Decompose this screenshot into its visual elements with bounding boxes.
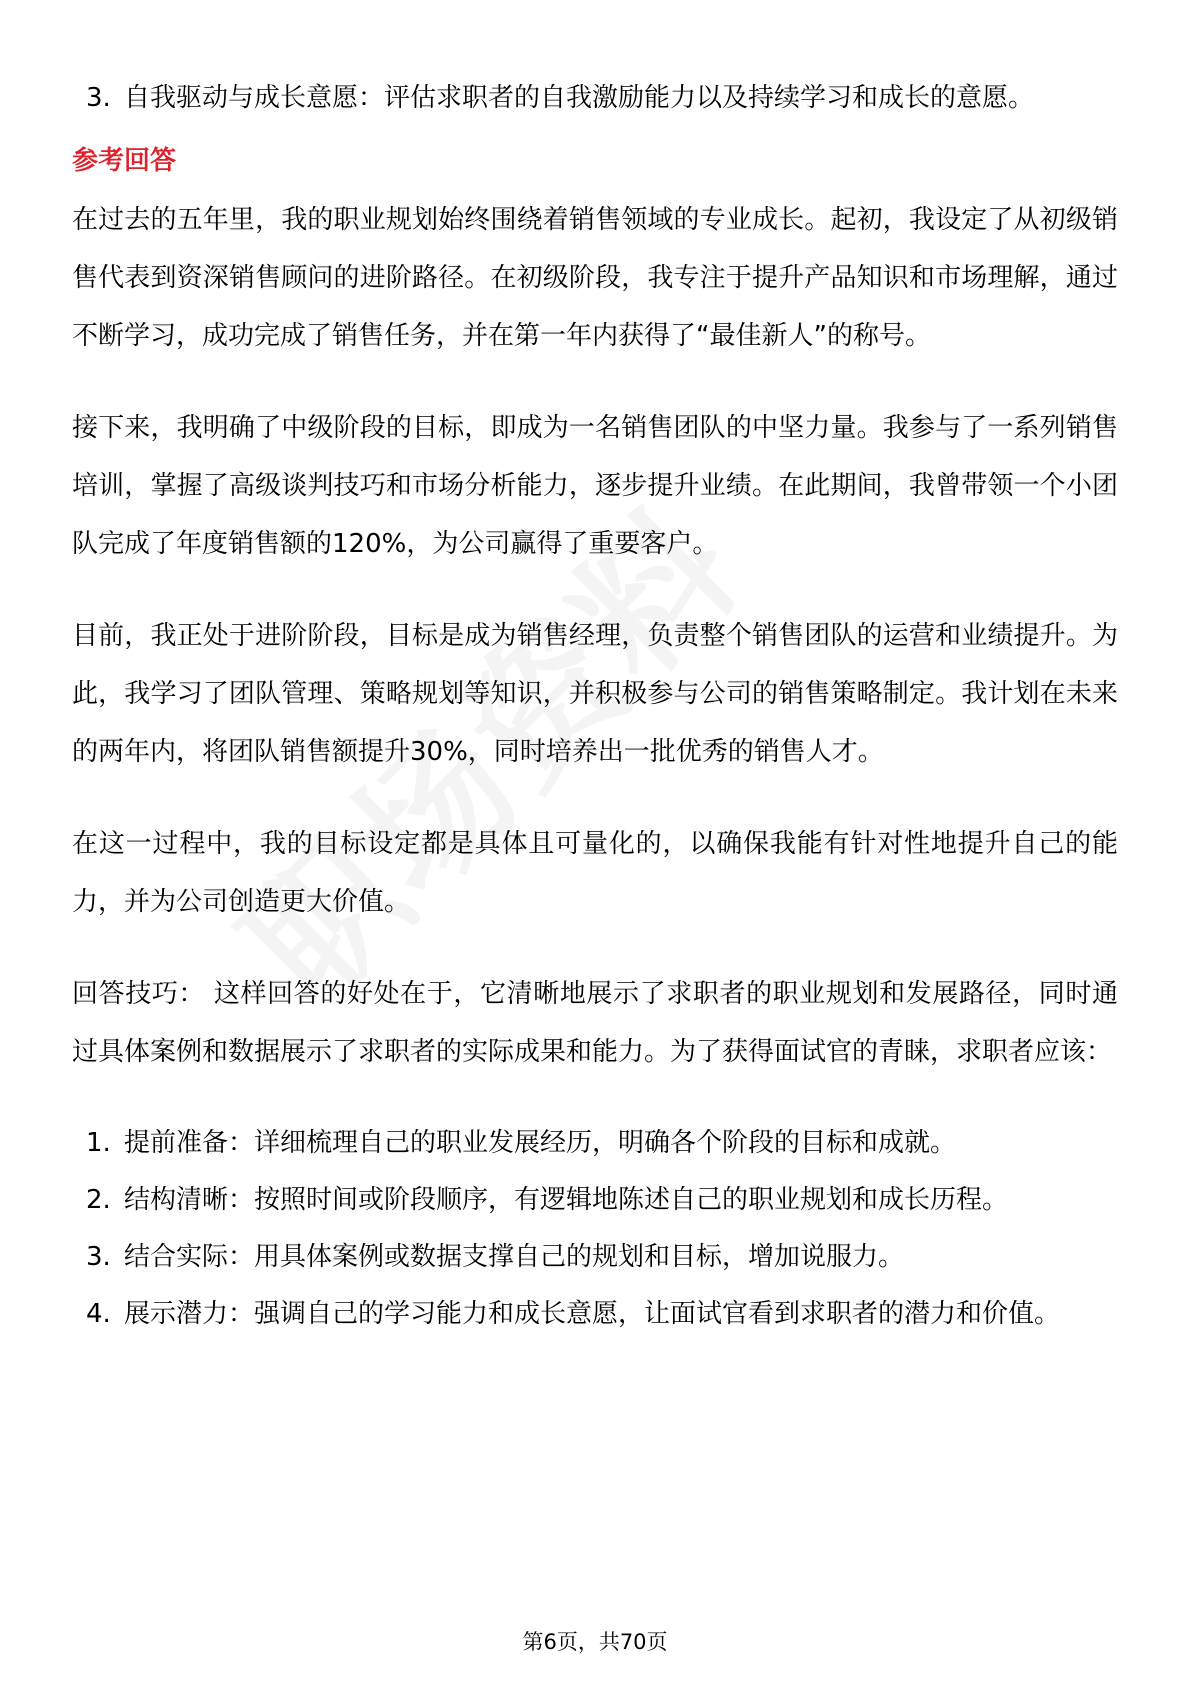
- list-number: 3.: [86, 1242, 111, 1272]
- paragraph: 在这一过程中，我的目标设定都是具体且可量化的，以确保我能有针对性地提升自己的能力，并为公司创造更大价值。: [72, 829, 1118, 917]
- list-number: 2.: [86, 1185, 111, 1215]
- list-item: [72, 1229, 1118, 1286]
- list-item: [72, 1286, 1118, 1343]
- paragraph: 目前，我正处于进阶阶段，目标是成为销售经理，负责整个销售团队的运营和业绩提升。为此，我学习了团队管理、策略规划等知识，并积极参与公司的销售策略制定。我计划在未来的两年内，将团队销售额提升30%，同时培养出一批优秀的销售人才。: [72, 621, 1118, 767]
- paragraph: 接下来，我明确了中级阶段的目标，即成为一名销售团队的中坚力量。我参与了一系列销售培训，掌握了高级谈判技巧和市场分析能力，逐步提升业绩。在此期间，我曾带领一个小团队完成了年度销售额的120%，为公司赢得了重要客户。: [72, 413, 1118, 559]
- list-number: 4.: [86, 1299, 111, 1329]
- list-number: 3.: [86, 83, 111, 113]
- list-item: [72, 1115, 1118, 1172]
- page-footer: 第6页，共70页: [522, 1630, 668, 1654]
- evaluation-list: [72, 70, 1118, 127]
- list-text: 展示潜力：强调自己的学习能力和成长意愿，让面试官看到求职者的潜力和价值。: [124, 1299, 1061, 1329]
- reference-answer-heading: 参考回答: [72, 146, 177, 176]
- list-text: 结构清晰：按照时间或阶段顺序，有逻辑地陈述自己的职业规划和成长历程。: [124, 1185, 1009, 1215]
- page-content: [72, 70, 1118, 1343]
- list-text: 自我驱动与成长意愿：评估求职者的自我激励能力以及持续学习和成长的意愿。: [124, 83, 1035, 113]
- tips-list: [72, 1115, 1118, 1343]
- list-item: [72, 1172, 1118, 1229]
- list-number: 1.: [86, 1128, 111, 1158]
- list-text: 提前准备：详细梳理自己的职业发展经历，明确各个阶段的目标和成就。: [124, 1128, 957, 1158]
- list-text: 结合实际：用具体案例或数据支撑自己的规划和目标，增加说服力。: [124, 1242, 905, 1272]
- list-item: [72, 70, 1118, 127]
- answer-tips-paragraph: 回答技巧： 这样回答的好处在于，它清晰地展示了求职者的职业规划和发展路径，同时通过具体案例和数据展示了求职者的实际成果和能力。为了获得面试官的青睐，求职者应该：: [72, 979, 1118, 1067]
- paragraph: 在过去的五年里，我的职业规划始终围绕着销售领域的专业成长。起初，我设定了从初级销售代表到资深销售顾问的进阶路径。在初级阶段，我专注于提升产品知识和市场理解，通过不断学习，成功完成了销售任务，并在第一年内获得了“最佳新人”的称号。: [72, 205, 1118, 351]
